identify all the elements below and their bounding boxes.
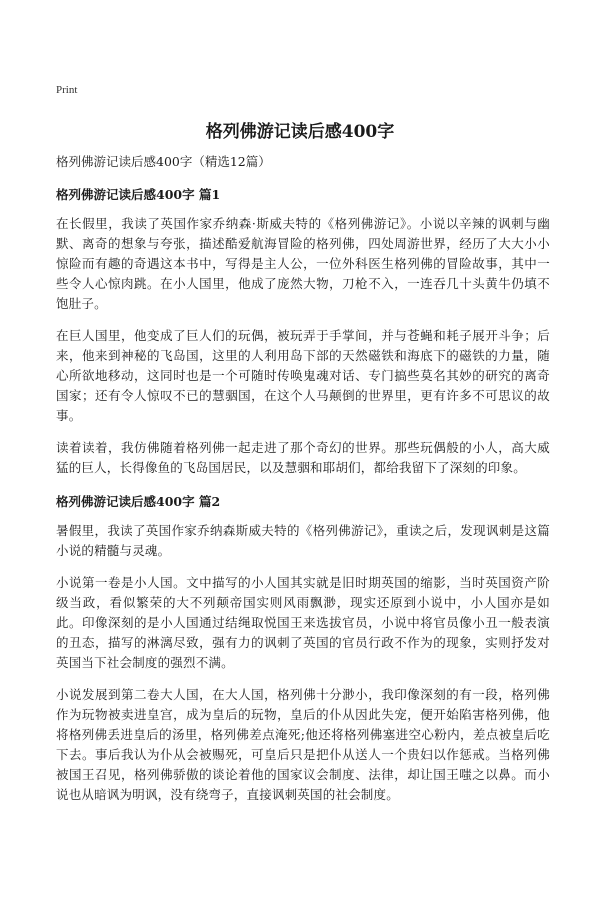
paragraph: 读着读着，我仿佛随着格列佛一起走进了那个奇幻的世界。那些玩偶般的小人，高大威猛的巨人，长得像鱼的飞岛国居民，以及慧骃和耶胡们，都给我留下了深刻的印象。 (56, 440, 550, 475)
paragraph: 暑假里，我读了英国作家乔纳森斯威夫特的《格列佛游记》，重读之后，发现讽刺是这篇小说的精髓与灵魂。 (56, 523, 550, 558)
section-2 (56, 492, 550, 805)
print-label[interactable]: Print (56, 84, 78, 96)
section-1 (56, 185, 550, 478)
document-subtitle: 格列佛游记读后感400字（精选12篇） (56, 154, 271, 169)
paragraph: 小说发展到第二卷大人国，在大人国，格列佛十分渺小，我印像深刻的有一段，格列佛作为玩物被卖进皇宫，成为皇后的玩物，皇后的仆从因此失宠，便开始陷害格列佛，他将格列佛丢进皇后的汤里，格列佛差点淹死;他还将格列佛塞进空心粉内，差点被皇后吃下去。事后我认为仆从会被赐死，可皇后只是把仆从送人一个贵妇以作惩戒。当格列佛被国王召见，格列佛骄傲的谈论着他的国家议会制度、法律，却让国王嗤之以鼻。而小说也从暗讽为明讽，没有绕弯子，直接讽刺英国的社会制度。 (56, 687, 550, 802)
section-heading: 格列佛游记读后感400字 篇2 (56, 494, 221, 509)
paragraph: 在巨人国里，他变成了巨人们的玩偶，被玩弄于手掌间，并与苍蝇和耗子展开斗争；后来，他来到神秘的飞岛国，这里的人利用岛下部的天然磁铁和海底下的磁铁的力量，随心所欲地移动，这同时也是一个可随时传唤鬼魂对话、专门搞些莫名其妙的研究的离奇国家；还有令人惊叹不已的慧骃国，在这个人马颠倒的世界里，更有许多不可思议的故事。 (56, 328, 550, 423)
document-title: 格列佛游记读后感400字 (205, 122, 395, 142)
paragraph: 小说第一卷是小人国。文中描写的小人国其实就是旧时期英国的缩影，当时英国资产阶级当政，看似繁荣的大不列颠帝国实则风雨飘渺，现实还原到小说中，小人国亦是如此。印像深刻的是小人国通过结绳取悦国王来选拔官员，小说中将官员像小丑一般表演的丑态，描写的淋漓尽致，强有力的讽刺了英国的官员行政不作为的现象，实则抒发对英国当下社会制度的强烈不满。 (56, 575, 550, 670)
document-body (56, 152, 550, 817)
section-heading: 格列佛游记读后感400字 篇1 (56, 187, 221, 202)
paragraph: 在长假里，我读了英国作家乔纳森·斯威夫特的《格列佛游记》。小说以辛辣的讽刺与幽默、离奇的想象与夸张，描述酷爱航海冒险的格列佛，四处周游世界，经历了大大小小惊险而有趣的奇遇这本书中，写得是主人公，一位外科医生格列佛的冒险故事，其中一些令人心惊肉跳。在小人国里，他成了庞然大物，刀枪不入，一连吞几十头黄牛仍填不饱肚子。 (56, 216, 550, 311)
